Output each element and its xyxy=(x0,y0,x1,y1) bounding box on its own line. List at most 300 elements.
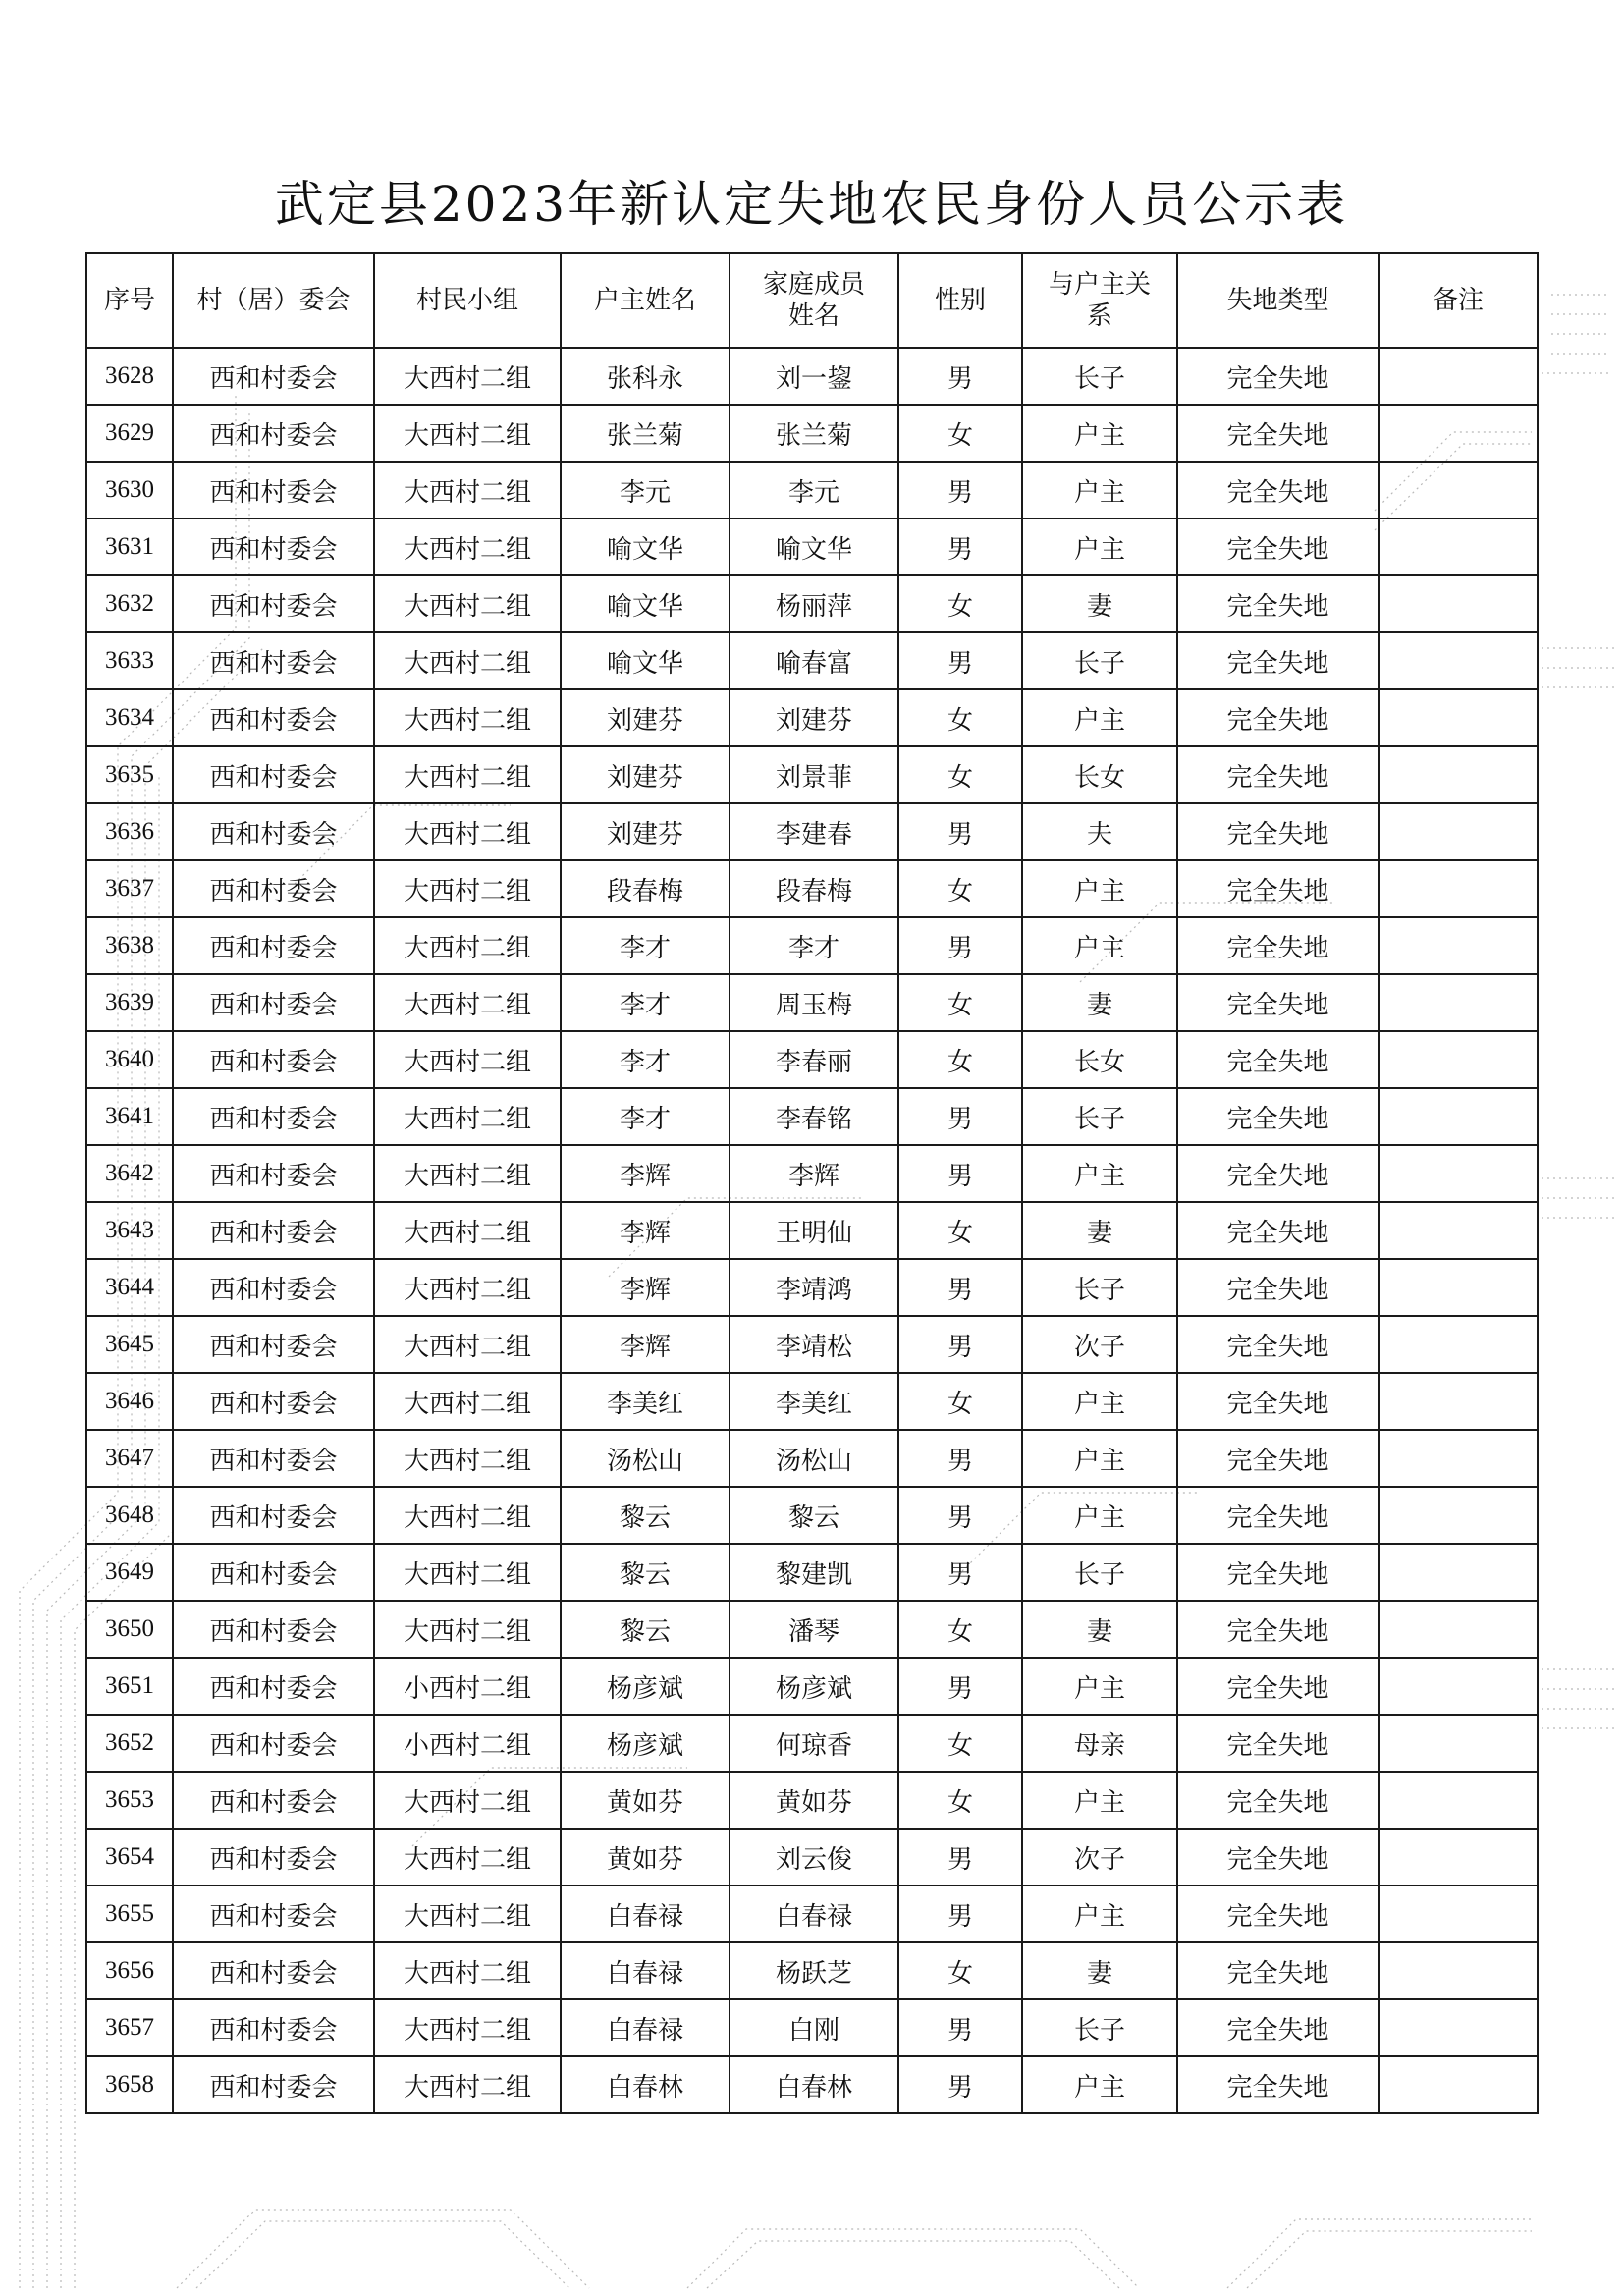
cell-member: 白刚 xyxy=(730,1999,898,2056)
cell-gender: 男 xyxy=(898,803,1022,860)
cell-group: 大西村二组 xyxy=(374,1259,561,1316)
cell-committee: 西和村委会 xyxy=(173,1145,374,1202)
cell-group: 大西村二组 xyxy=(374,462,561,519)
cell-committee: 西和村委会 xyxy=(173,632,374,689)
cell-land-type: 完全失地 xyxy=(1177,1145,1379,1202)
cell-member: 刘云俊 xyxy=(730,1829,898,1886)
table-row xyxy=(86,1088,1538,1145)
cell-gender: 女 xyxy=(898,1373,1022,1430)
cell-householder: 李才 xyxy=(561,1031,730,1088)
roster-table xyxy=(85,252,1539,2114)
cell-member: 李元 xyxy=(730,462,898,519)
cell-householder: 李才 xyxy=(561,917,730,974)
cell-member: 李建春 xyxy=(730,803,898,860)
table-row xyxy=(86,519,1538,575)
cell-committee: 西和村委会 xyxy=(173,746,374,803)
table-row xyxy=(86,917,1538,974)
cell-relation: 长子 xyxy=(1022,1259,1177,1316)
cell-land-type: 完全失地 xyxy=(1177,1601,1379,1658)
cell-gender: 女 xyxy=(898,405,1022,462)
table-row xyxy=(86,348,1538,405)
cell-group: 大西村二组 xyxy=(374,405,561,462)
table-row xyxy=(86,1373,1538,1430)
cell-relation: 户主 xyxy=(1022,405,1177,462)
cell-committee: 西和村委会 xyxy=(173,860,374,917)
cell-committee: 西和村委会 xyxy=(173,519,374,575)
cell-gender: 女 xyxy=(898,1202,1022,1259)
cell-member: 李辉 xyxy=(730,1145,898,1202)
cell-land-type: 完全失地 xyxy=(1177,1373,1379,1430)
cell-remarks xyxy=(1379,348,1538,405)
table-row xyxy=(86,1829,1538,1886)
cell-remarks xyxy=(1379,746,1538,803)
cell-land-type: 完全失地 xyxy=(1177,1202,1379,1259)
cell-householder: 黎云 xyxy=(561,1544,730,1601)
cell-land-type: 完全失地 xyxy=(1177,1487,1379,1544)
cell-relation: 长子 xyxy=(1022,1544,1177,1601)
table-row xyxy=(86,1772,1538,1829)
cell-relation: 妻 xyxy=(1022,575,1177,632)
cell-relation: 户主 xyxy=(1022,1145,1177,1202)
cell-member: 李春铭 xyxy=(730,1088,898,1145)
cell-relation: 长子 xyxy=(1022,632,1177,689)
cell-gender: 男 xyxy=(898,462,1022,519)
cell-remarks xyxy=(1379,2056,1538,2113)
cell-land-type: 完全失地 xyxy=(1177,1259,1379,1316)
cell-land-type: 完全失地 xyxy=(1177,348,1379,405)
cell-group: 大西村二组 xyxy=(374,575,561,632)
cell-seq: 3655 xyxy=(86,1886,173,1942)
cell-land-type: 完全失地 xyxy=(1177,974,1379,1031)
cell-seq: 3647 xyxy=(86,1430,173,1487)
cell-group: 大西村二组 xyxy=(374,1487,561,1544)
cell-land-type: 完全失地 xyxy=(1177,575,1379,632)
cell-committee: 西和村委会 xyxy=(173,1373,374,1430)
cell-group: 大西村二组 xyxy=(374,1316,561,1373)
cell-group: 小西村二组 xyxy=(374,1658,561,1715)
cell-committee: 西和村委会 xyxy=(173,1430,374,1487)
table-row xyxy=(86,689,1538,746)
cell-land-type: 完全失地 xyxy=(1177,1715,1379,1772)
cell-committee: 西和村委会 xyxy=(173,405,374,462)
cell-gender: 男 xyxy=(898,1145,1022,1202)
cell-member: 汤松山 xyxy=(730,1430,898,1487)
cell-committee: 西和村委会 xyxy=(173,348,374,405)
cell-relation: 户主 xyxy=(1022,462,1177,519)
cell-householder: 李才 xyxy=(561,1088,730,1145)
cell-group: 大西村二组 xyxy=(374,1544,561,1601)
cell-gender: 男 xyxy=(898,1544,1022,1601)
table-row xyxy=(86,1886,1538,1942)
cell-committee: 西和村委会 xyxy=(173,1544,374,1601)
cell-seq: 3643 xyxy=(86,1202,173,1259)
cell-seq: 3658 xyxy=(86,2056,173,2113)
cell-committee: 西和村委会 xyxy=(173,974,374,1031)
cell-relation: 妻 xyxy=(1022,974,1177,1031)
cell-householder: 张兰菊 xyxy=(561,405,730,462)
cell-relation: 长女 xyxy=(1022,746,1177,803)
cell-relation: 妻 xyxy=(1022,1601,1177,1658)
cell-gender: 男 xyxy=(898,1886,1022,1942)
cell-gender: 男 xyxy=(898,1259,1022,1316)
cell-remarks xyxy=(1379,917,1538,974)
column-header-committee: 村（居）委会 xyxy=(173,253,374,348)
cell-member: 黎建凯 xyxy=(730,1544,898,1601)
cell-group: 大西村二组 xyxy=(374,1373,561,1430)
cell-householder: 黄如芬 xyxy=(561,1772,730,1829)
cell-gender: 男 xyxy=(898,1430,1022,1487)
cell-gender: 男 xyxy=(898,348,1022,405)
cell-householder: 杨彦斌 xyxy=(561,1715,730,1772)
table-row xyxy=(86,575,1538,632)
cell-householder: 喻文华 xyxy=(561,575,730,632)
table-row xyxy=(86,1999,1538,2056)
cell-remarks xyxy=(1379,803,1538,860)
cell-member: 刘景菲 xyxy=(730,746,898,803)
cell-member: 王明仙 xyxy=(730,1202,898,1259)
cell-group: 大西村二组 xyxy=(374,1942,561,1999)
cell-seq: 3642 xyxy=(86,1145,173,1202)
cell-householder: 刘建芬 xyxy=(561,746,730,803)
cell-gender: 女 xyxy=(898,1601,1022,1658)
cell-land-type: 完全失地 xyxy=(1177,1088,1379,1145)
cell-member: 李美红 xyxy=(730,1373,898,1430)
cell-seq: 3654 xyxy=(86,1829,173,1886)
cell-remarks xyxy=(1379,689,1538,746)
cell-member: 李春丽 xyxy=(730,1031,898,1088)
cell-land-type: 完全失地 xyxy=(1177,689,1379,746)
cell-householder: 白春禄 xyxy=(561,1999,730,2056)
cell-land-type: 完全失地 xyxy=(1177,632,1379,689)
cell-land-type: 完全失地 xyxy=(1177,803,1379,860)
cell-group: 大西村二组 xyxy=(374,1829,561,1886)
cell-relation: 户主 xyxy=(1022,1373,1177,1430)
cell-remarks xyxy=(1379,1487,1538,1544)
cell-committee: 西和村委会 xyxy=(173,1259,374,1316)
cell-remarks xyxy=(1379,1544,1538,1601)
cell-relation: 妻 xyxy=(1022,1202,1177,1259)
cell-householder: 白春禄 xyxy=(561,1942,730,1999)
cell-member: 白春林 xyxy=(730,2056,898,2113)
cell-gender: 男 xyxy=(898,1829,1022,1886)
cell-householder: 喻文华 xyxy=(561,519,730,575)
cell-seq: 3639 xyxy=(86,974,173,1031)
cell-land-type: 完全失地 xyxy=(1177,1316,1379,1373)
cell-seq: 3628 xyxy=(86,348,173,405)
cell-group: 大西村二组 xyxy=(374,1886,561,1942)
cell-land-type: 完全失地 xyxy=(1177,405,1379,462)
cell-member: 喻文华 xyxy=(730,519,898,575)
cell-committee: 西和村委会 xyxy=(173,1601,374,1658)
cell-remarks xyxy=(1379,1202,1538,1259)
cell-group: 大西村二组 xyxy=(374,1430,561,1487)
cell-relation: 长子 xyxy=(1022,1088,1177,1145)
cell-group: 大西村二组 xyxy=(374,803,561,860)
table-row xyxy=(86,1145,1538,1202)
cell-remarks xyxy=(1379,1145,1538,1202)
table-row xyxy=(86,405,1538,462)
cell-householder: 李辉 xyxy=(561,1259,730,1316)
cell-group: 大西村二组 xyxy=(374,917,561,974)
cell-land-type: 完全失地 xyxy=(1177,1430,1379,1487)
table-row xyxy=(86,2056,1538,2113)
cell-land-type: 完全失地 xyxy=(1177,1544,1379,1601)
cell-seq: 3641 xyxy=(86,1088,173,1145)
cell-gender: 女 xyxy=(898,575,1022,632)
table-row xyxy=(86,1601,1538,1658)
cell-seq: 3630 xyxy=(86,462,173,519)
cell-seq: 3637 xyxy=(86,860,173,917)
cell-relation: 户主 xyxy=(1022,860,1177,917)
cell-remarks xyxy=(1379,519,1538,575)
cell-member: 周玉梅 xyxy=(730,974,898,1031)
cell-seq: 3646 xyxy=(86,1373,173,1430)
cell-land-type: 完全失地 xyxy=(1177,1829,1379,1886)
cell-remarks xyxy=(1379,1772,1538,1829)
cell-land-type: 完全失地 xyxy=(1177,1031,1379,1088)
cell-householder: 白春禄 xyxy=(561,1886,730,1942)
cell-member: 刘一鋆 xyxy=(730,348,898,405)
cell-relation: 户主 xyxy=(1022,1886,1177,1942)
cell-gender: 女 xyxy=(898,1031,1022,1088)
cell-committee: 西和村委会 xyxy=(173,1942,374,1999)
cell-relation: 长子 xyxy=(1022,348,1177,405)
table-row xyxy=(86,1316,1538,1373)
cell-committee: 西和村委会 xyxy=(173,575,374,632)
cell-land-type: 完全失地 xyxy=(1177,2056,1379,2113)
table-row xyxy=(86,1487,1538,1544)
cell-remarks xyxy=(1379,1601,1538,1658)
cell-relation: 户主 xyxy=(1022,1658,1177,1715)
cell-member: 李靖鸿 xyxy=(730,1259,898,1316)
cell-member: 杨跃芝 xyxy=(730,1942,898,1999)
cell-seq: 3629 xyxy=(86,405,173,462)
table-body xyxy=(86,348,1538,2113)
cell-committee: 西和村委会 xyxy=(173,917,374,974)
cell-committee: 西和村委会 xyxy=(173,1715,374,1772)
cell-gender: 女 xyxy=(898,746,1022,803)
cell-land-type: 完全失地 xyxy=(1177,519,1379,575)
cell-relation: 户主 xyxy=(1022,689,1177,746)
cell-householder: 汤松山 xyxy=(561,1430,730,1487)
cell-householder: 杨彦斌 xyxy=(561,1658,730,1715)
cell-group: 大西村二组 xyxy=(374,1031,561,1088)
column-header-relation: 与户主关系 xyxy=(1022,253,1177,348)
cell-seq: 3635 xyxy=(86,746,173,803)
cell-householder: 喻文华 xyxy=(561,632,730,689)
table-row xyxy=(86,1942,1538,1999)
cell-gender: 男 xyxy=(898,1487,1022,1544)
cell-relation: 户主 xyxy=(1022,1772,1177,1829)
cell-remarks xyxy=(1379,405,1538,462)
cell-committee: 西和村委会 xyxy=(173,1658,374,1715)
cell-remarks xyxy=(1379,860,1538,917)
cell-member: 杨彦斌 xyxy=(730,1658,898,1715)
cell-land-type: 完全失地 xyxy=(1177,1772,1379,1829)
cell-gender: 男 xyxy=(898,917,1022,974)
cell-remarks xyxy=(1379,1658,1538,1715)
cell-seq: 3631 xyxy=(86,519,173,575)
page-title: 武定县2023年新认定失地农民身份人员公示表 xyxy=(274,176,1349,233)
cell-committee: 西和村委会 xyxy=(173,1999,374,2056)
cell-group: 大西村二组 xyxy=(374,2056,561,2113)
cell-remarks xyxy=(1379,1829,1538,1886)
cell-committee: 西和村委会 xyxy=(173,1202,374,1259)
cell-householder: 黄如芬 xyxy=(561,1829,730,1886)
cell-relation: 户主 xyxy=(1022,2056,1177,2113)
cell-remarks xyxy=(1379,1715,1538,1772)
cell-group: 大西村二组 xyxy=(374,632,561,689)
cell-land-type: 完全失地 xyxy=(1177,917,1379,974)
table-row xyxy=(86,860,1538,917)
cell-remarks xyxy=(1379,1031,1538,1088)
cell-seq: 3650 xyxy=(86,1601,173,1658)
column-header-land-type: 失地类型 xyxy=(1177,253,1379,348)
cell-member: 何琼香 xyxy=(730,1715,898,1772)
cell-land-type: 完全失地 xyxy=(1177,1942,1379,1999)
cell-remarks xyxy=(1379,575,1538,632)
cell-relation: 母亲 xyxy=(1022,1715,1177,1772)
table-row xyxy=(86,632,1538,689)
table-row xyxy=(86,1544,1538,1601)
cell-member: 张兰菊 xyxy=(730,405,898,462)
cell-group: 大西村二组 xyxy=(374,746,561,803)
cell-remarks xyxy=(1379,974,1538,1031)
cell-relation: 妻 xyxy=(1022,1942,1177,1999)
cell-householder: 李辉 xyxy=(561,1145,730,1202)
table-row xyxy=(86,1031,1538,1088)
column-header-group: 村民小组 xyxy=(374,253,561,348)
cell-group: 大西村二组 xyxy=(374,348,561,405)
cell-committee: 西和村委会 xyxy=(173,1886,374,1942)
cell-gender: 女 xyxy=(898,689,1022,746)
cell-remarks xyxy=(1379,1942,1538,1999)
cell-gender: 男 xyxy=(898,1658,1022,1715)
cell-gender: 女 xyxy=(898,1942,1022,1999)
cell-gender: 女 xyxy=(898,860,1022,917)
cell-relation: 长子 xyxy=(1022,1999,1177,2056)
cell-group: 大西村二组 xyxy=(374,519,561,575)
cell-householder: 黎云 xyxy=(561,1601,730,1658)
cell-gender: 男 xyxy=(898,632,1022,689)
cell-remarks xyxy=(1379,1373,1538,1430)
column-header-gender: 性别 xyxy=(898,253,1022,348)
cell-householder: 段春梅 xyxy=(561,860,730,917)
cell-member: 黎云 xyxy=(730,1487,898,1544)
cell-member: 潘琴 xyxy=(730,1601,898,1658)
cell-householder: 李辉 xyxy=(561,1316,730,1373)
cell-member: 李才 xyxy=(730,917,898,974)
cell-group: 大西村二组 xyxy=(374,1145,561,1202)
table-row xyxy=(86,462,1538,519)
cell-relation: 夫 xyxy=(1022,803,1177,860)
cell-group: 大西村二组 xyxy=(374,1601,561,1658)
cell-relation: 户主 xyxy=(1022,917,1177,974)
table-row xyxy=(86,803,1538,860)
cell-land-type: 完全失地 xyxy=(1177,1886,1379,1942)
cell-householder: 李元 xyxy=(561,462,730,519)
cell-land-type: 完全失地 xyxy=(1177,462,1379,519)
cell-land-type: 完全失地 xyxy=(1177,1658,1379,1715)
cell-land-type: 完全失地 xyxy=(1177,1999,1379,2056)
cell-relation: 户主 xyxy=(1022,519,1177,575)
cell-relation: 户主 xyxy=(1022,1430,1177,1487)
cell-seq: 3657 xyxy=(86,1999,173,2056)
cell-gender: 男 xyxy=(898,2056,1022,2113)
table-row xyxy=(86,1658,1538,1715)
cell-seq: 3640 xyxy=(86,1031,173,1088)
cell-group: 大西村二组 xyxy=(374,689,561,746)
cell-householder: 李才 xyxy=(561,974,730,1031)
cell-seq: 3633 xyxy=(86,632,173,689)
cell-remarks xyxy=(1379,632,1538,689)
cell-seq: 3652 xyxy=(86,1715,173,1772)
cell-relation: 次子 xyxy=(1022,1316,1177,1373)
column-header-householder: 户主姓名 xyxy=(561,253,730,348)
cell-remarks xyxy=(1379,1430,1538,1487)
cell-gender: 女 xyxy=(898,1715,1022,1772)
cell-householder: 李辉 xyxy=(561,1202,730,1259)
cell-member: 喻春富 xyxy=(730,632,898,689)
cell-committee: 西和村委会 xyxy=(173,1088,374,1145)
cell-committee: 西和村委会 xyxy=(173,1829,374,1886)
cell-committee: 西和村委会 xyxy=(173,803,374,860)
cell-gender: 女 xyxy=(898,1772,1022,1829)
cell-seq: 3653 xyxy=(86,1772,173,1829)
cell-gender: 男 xyxy=(898,519,1022,575)
cell-group: 大西村二组 xyxy=(374,860,561,917)
cell-member: 白春禄 xyxy=(730,1886,898,1942)
cell-remarks xyxy=(1379,1088,1538,1145)
cell-relation: 次子 xyxy=(1022,1829,1177,1886)
cell-committee: 西和村委会 xyxy=(173,462,374,519)
cell-gender: 男 xyxy=(898,1999,1022,2056)
cell-householder: 刘建芬 xyxy=(561,689,730,746)
table-row xyxy=(86,1202,1538,1259)
cell-group: 大西村二组 xyxy=(374,1772,561,1829)
cell-seq: 3634 xyxy=(86,689,173,746)
cell-remarks xyxy=(1379,462,1538,519)
column-header-member: 家庭成员姓名 xyxy=(730,253,898,348)
cell-land-type: 完全失地 xyxy=(1177,746,1379,803)
table-header-row xyxy=(86,253,1538,348)
cell-seq: 3638 xyxy=(86,917,173,974)
cell-householder: 李美红 xyxy=(561,1373,730,1430)
cell-remarks xyxy=(1379,1259,1538,1316)
cell-relation: 户主 xyxy=(1022,1487,1177,1544)
cell-committee: 西和村委会 xyxy=(173,1031,374,1088)
cell-householder: 刘建芬 xyxy=(561,803,730,860)
cell-member: 刘建芬 xyxy=(730,689,898,746)
cell-householder: 白春林 xyxy=(561,2056,730,2113)
cell-group: 大西村二组 xyxy=(374,1999,561,2056)
table-row xyxy=(86,1430,1538,1487)
cell-relation: 长女 xyxy=(1022,1031,1177,1088)
cell-seq: 3651 xyxy=(86,1658,173,1715)
table-row xyxy=(86,974,1538,1031)
cell-committee: 西和村委会 xyxy=(173,689,374,746)
cell-committee: 西和村委会 xyxy=(173,1487,374,1544)
cell-committee: 西和村委会 xyxy=(173,2056,374,2113)
cell-group: 大西村二组 xyxy=(374,1088,561,1145)
cell-seq: 3644 xyxy=(86,1259,173,1316)
cell-remarks xyxy=(1379,1999,1538,2056)
cell-group: 小西村二组 xyxy=(374,1715,561,1772)
cell-group: 大西村二组 xyxy=(374,974,561,1031)
column-header-seq: 序号 xyxy=(86,253,173,348)
cell-committee: 西和村委会 xyxy=(173,1316,374,1373)
cell-remarks xyxy=(1379,1886,1538,1942)
